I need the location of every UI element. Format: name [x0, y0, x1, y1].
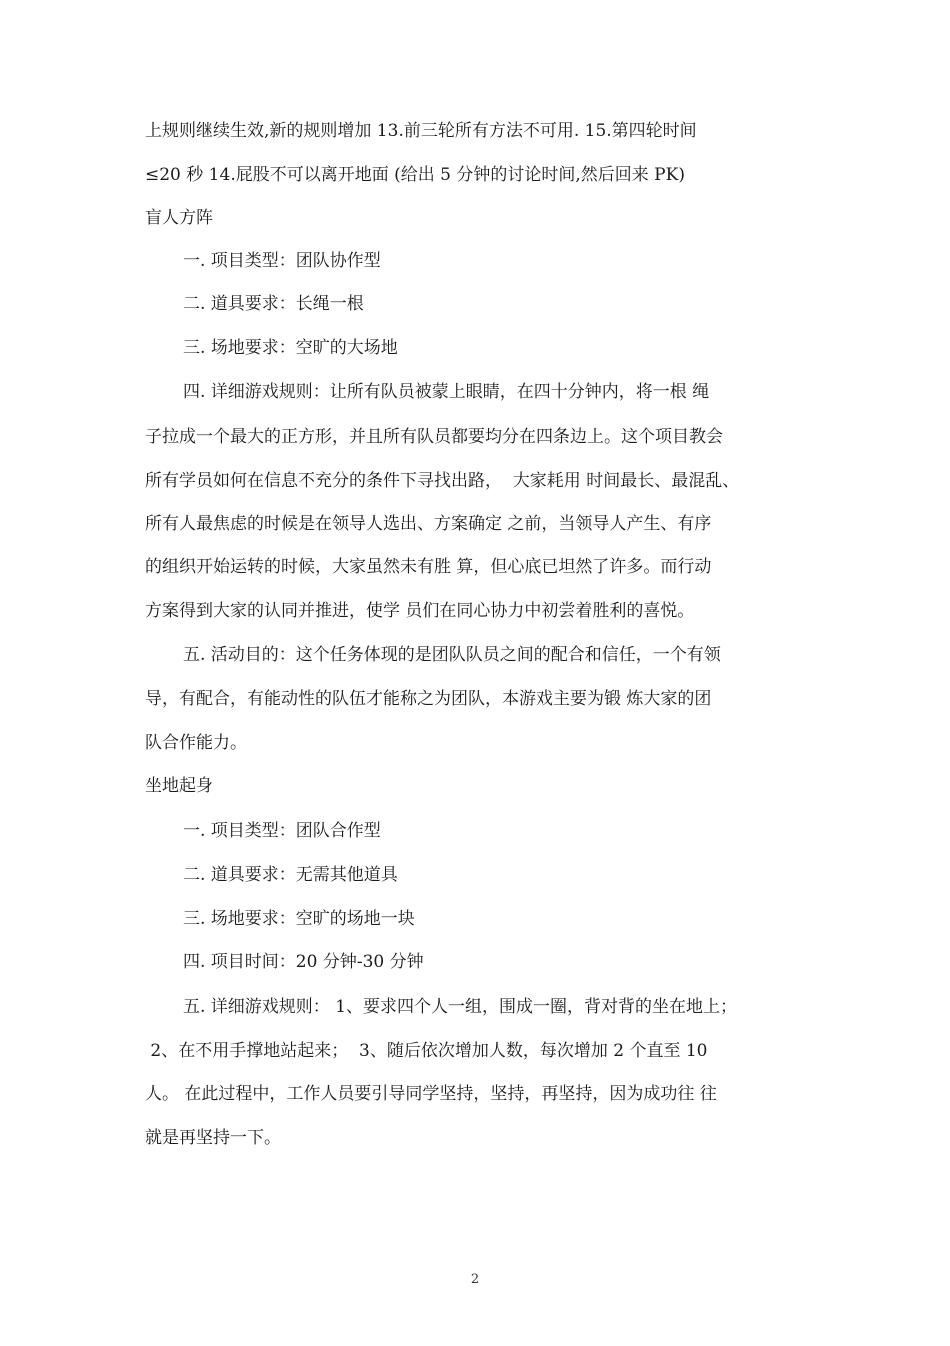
text-line: 导，有配合，有能动性的队伍才能称之为团队，本游戏主要为锻 炼大家的团 [145, 689, 712, 709]
text-line: ≤20 秒 14.屁股不可以离开地面 (给出 5 分钟的讨论时间,然后回来 PK) [145, 165, 685, 185]
text-line: 四. 项目时间：20 分钟-30 分钟 [183, 952, 424, 972]
text-line: 五. 详细游戏规则： 1、要求四个人一组，围成一圈，背对背的坐在地上； [183, 997, 738, 1017]
text-line: 所有人最焦虑的时候是在领导人选出、方案确定 之前，当领导人产生、有序 [145, 514, 712, 534]
text-line: 一. 项目类型：团队协作型 [183, 251, 381, 271]
text-line: 的组织开始运转的时候，大家虽然未有胜 算，但心底已坦然了许多。而行动 [145, 557, 712, 577]
text-line: 三. 场地要求：空旷的场地一块 [183, 909, 415, 929]
text-line: 上规则继续生效,新的规则增加 13.前三轮所有方法不可用. 15.第四轮时间 [145, 121, 697, 141]
page-number: 2 [470, 1272, 480, 1287]
text-line: 子拉成一个最大的正方形，并且所有队员都要均分在四条边上。这个项目教会 [145, 427, 723, 447]
text-line: 队合作能力。 [145, 733, 247, 753]
section-heading-blind-square: 盲人方阵 [145, 208, 213, 228]
text-line: 方案得到大家的认同并推进，使学 员们在同心协力中初尝着胜利的喜悦。 [145, 601, 695, 621]
text-line: 三. 场地要求：空旷的大场地 [183, 338, 398, 358]
text-line: 二. 道具要求：无需其他道具 [183, 865, 398, 885]
section-heading-sit-stand: 坐地起身 [145, 776, 213, 796]
text-line: 就是再坚持一下。 [145, 1128, 281, 1148]
text-line: 人。 在此过程中，工作人员要引导同学坚持，坚持，再坚持，因为成功往 往 [145, 1084, 717, 1104]
text-line: 一. 项目类型：团队合作型 [183, 821, 381, 841]
text-line: 四. 详细游戏规则：让所有队员被蒙上眼睛，在四十分钟内，将一根 绳 [183, 382, 710, 402]
text-line: 二. 道具要求：长绳一根 [183, 294, 364, 314]
text-line: 五. 活动目的：这个任务体现的是团队队员之间的配合和信任，一个有领 [183, 645, 721, 665]
text-line: 2、在不用手撑地站起来； 3、随后依次增加人数，每次增加 2 个直至 10 [145, 1041, 708, 1061]
text-line: 所有学员如何在信息不充分的条件下寻找出路， 大家耗用 时间最长、最混乱、 [145, 471, 740, 491]
